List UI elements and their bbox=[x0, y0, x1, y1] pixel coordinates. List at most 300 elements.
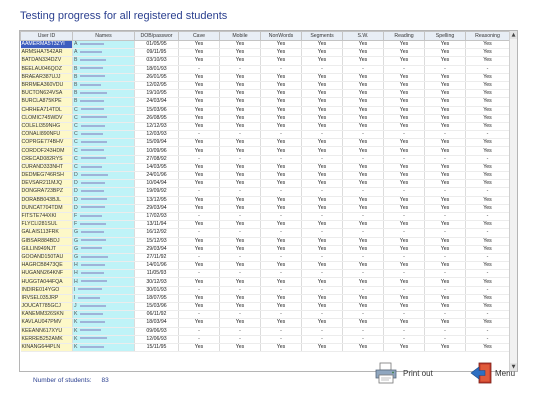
name-cell bbox=[73, 49, 135, 57]
test-status-cell: Yes bbox=[466, 343, 510, 351]
test-status-cell: Yes bbox=[425, 303, 466, 311]
redacted-name bbox=[80, 321, 105, 323]
user-id-cell[interactable]: CLOMIC745WDV bbox=[21, 114, 73, 122]
user-id-cell[interactable]: ARMSHA7542AR bbox=[21, 49, 73, 57]
test-status-cell: Yes bbox=[384, 196, 425, 204]
test-status-cell: Yes bbox=[179, 294, 220, 302]
test-status-cell: Yes bbox=[302, 114, 343, 122]
test-status-cell: - bbox=[343, 286, 384, 294]
table-row[interactable] bbox=[21, 65, 510, 73]
test-status-cell: Yes bbox=[261, 278, 302, 286]
scroll-down-icon[interactable]: ▼ bbox=[511, 364, 516, 370]
name-cell bbox=[73, 163, 135, 171]
test-status-cell: Yes bbox=[466, 49, 510, 57]
column-header[interactable]: Segments bbox=[302, 32, 343, 41]
user-id-cell[interactable]: CURAND333NHT bbox=[21, 163, 73, 171]
test-status-cell: Yes bbox=[302, 172, 343, 180]
test-status-cell: Yes bbox=[261, 57, 302, 65]
test-status-cell: Yes bbox=[220, 180, 261, 188]
redacted-name bbox=[81, 166, 102, 168]
test-status-cell: Yes bbox=[343, 122, 384, 130]
test-status-cell: Yes bbox=[179, 49, 220, 57]
user-id-cell[interactable]: FLYCLI281SUL bbox=[21, 221, 73, 229]
test-status-cell: Yes bbox=[343, 41, 384, 49]
test-status-cell: Yes bbox=[343, 90, 384, 98]
redacted-name bbox=[81, 247, 102, 249]
dob-cell: 19/10/95 bbox=[135, 90, 179, 98]
column-header[interactable]: NonWords bbox=[261, 32, 302, 41]
test-status-cell: Yes bbox=[425, 98, 466, 106]
user-id-cell[interactable]: DORABB043BJL bbox=[21, 196, 73, 204]
table-row[interactable] bbox=[21, 122, 510, 130]
test-status-cell: Yes bbox=[179, 245, 220, 253]
user-id-cell[interactable]: COPRGE774BHV bbox=[21, 139, 73, 147]
name-cell bbox=[73, 311, 135, 319]
name-cell bbox=[73, 114, 135, 122]
test-status-cell: - bbox=[384, 311, 425, 319]
name-cell bbox=[73, 180, 135, 188]
test-status-cell: - bbox=[425, 65, 466, 73]
table-row[interactable] bbox=[21, 188, 510, 196]
table-row[interactable] bbox=[21, 106, 510, 114]
test-status-cell: Yes bbox=[261, 122, 302, 130]
test-status-cell: Yes bbox=[384, 49, 425, 57]
table-row[interactable] bbox=[21, 180, 510, 188]
user-id-cell[interactable]: HUGANN264KNF bbox=[21, 270, 73, 278]
name-cell bbox=[73, 131, 135, 139]
test-status-cell: Yes bbox=[261, 98, 302, 106]
table-row[interactable] bbox=[21, 262, 510, 270]
test-status-cell: - bbox=[179, 155, 220, 163]
test-status-cell: Yes bbox=[425, 319, 466, 327]
test-status-cell: Yes bbox=[261, 41, 302, 49]
user-id-cell[interactable]: BEELAU046QOZ bbox=[21, 65, 73, 73]
test-status-cell: Yes bbox=[343, 221, 384, 229]
test-status-cell: Yes bbox=[343, 278, 384, 286]
test-status-cell: Yes bbox=[220, 139, 261, 147]
column-header[interactable]: Names bbox=[73, 32, 135, 41]
redacted-name bbox=[81, 174, 108, 176]
test-status-cell: Yes bbox=[425, 172, 466, 180]
user-id-cell[interactable]: GILLIN949NJT bbox=[21, 245, 73, 253]
table-row[interactable] bbox=[21, 237, 510, 245]
test-status-cell: - bbox=[261, 155, 302, 163]
scroll-up-icon[interactable]: ▲ bbox=[511, 32, 516, 38]
test-status-cell: - bbox=[302, 286, 343, 294]
test-status-cell: - bbox=[302, 327, 343, 335]
test-status-cell: Yes bbox=[302, 147, 343, 155]
redacted-name bbox=[81, 190, 104, 192]
table-row[interactable] bbox=[21, 270, 510, 278]
table-row[interactable] bbox=[21, 335, 510, 343]
redacted-name bbox=[81, 264, 105, 266]
user-id-cell[interactable]: DEDMEG746RSH bbox=[21, 172, 73, 180]
user-id-cell[interactable]: COLELI359NHG bbox=[21, 122, 73, 130]
test-status-cell: Yes bbox=[302, 139, 343, 147]
table-row[interactable] bbox=[21, 163, 510, 171]
test-status-cell: Yes bbox=[179, 180, 220, 188]
test-status-cell: Yes bbox=[425, 139, 466, 147]
test-status-cell: - bbox=[425, 253, 466, 261]
test-status-cell: Yes bbox=[466, 237, 510, 245]
test-status-cell: Yes bbox=[425, 106, 466, 114]
table-row[interactable] bbox=[21, 196, 510, 204]
test-status-cell: Yes bbox=[261, 73, 302, 81]
table-row[interactable] bbox=[21, 147, 510, 155]
test-status-cell: - bbox=[343, 335, 384, 343]
name-initial: K bbox=[74, 311, 78, 318]
name-initial: K bbox=[74, 335, 78, 342]
dob-cell: 03/10/93 bbox=[135, 57, 179, 65]
dob-cell: 10/04/94 bbox=[135, 180, 179, 188]
name-initial: A bbox=[74, 41, 78, 48]
test-status-cell: - bbox=[466, 311, 510, 319]
column-header[interactable]: S.W. bbox=[343, 32, 384, 41]
name-initial: B bbox=[74, 73, 78, 80]
test-status-cell: Yes bbox=[425, 114, 466, 122]
test-status-cell: Yes bbox=[302, 163, 343, 171]
user-id-cell[interactable]: HAGRCB8473QE bbox=[21, 262, 73, 270]
test-status-cell: - bbox=[425, 155, 466, 163]
table-row[interactable] bbox=[21, 212, 510, 220]
test-status-cell: Yes bbox=[425, 122, 466, 130]
name-cell bbox=[73, 319, 135, 327]
dob-cell: 24/03/94 bbox=[135, 98, 179, 106]
test-status-cell: Yes bbox=[384, 245, 425, 253]
table-row[interactable] bbox=[21, 311, 510, 319]
name-cell bbox=[73, 286, 135, 294]
table-row[interactable] bbox=[21, 204, 510, 212]
user-id-cell[interactable]: CHRHEA714TDL bbox=[21, 106, 73, 114]
name-initial: A bbox=[74, 49, 78, 56]
name-initial: C bbox=[74, 114, 78, 121]
table-row[interactable] bbox=[21, 114, 510, 122]
test-status-cell: Yes bbox=[179, 114, 220, 122]
user-id-cell[interactable]: CORDOF243HDM bbox=[21, 147, 73, 155]
table-row[interactable] bbox=[21, 131, 510, 139]
test-status-cell: Yes bbox=[466, 90, 510, 98]
redacted-name bbox=[80, 313, 103, 315]
test-status-cell: - bbox=[466, 335, 510, 343]
redacted-name bbox=[81, 239, 106, 241]
menu-button[interactable] bbox=[470, 360, 526, 386]
table-row[interactable] bbox=[21, 155, 510, 163]
name-cell bbox=[73, 41, 135, 49]
user-id-cell[interactable]: DEVSAR211MJQ bbox=[21, 180, 73, 188]
user-id-cell[interactable]: KINANG644PLN bbox=[21, 343, 73, 351]
test-status-cell: Yes bbox=[466, 98, 510, 106]
name-cell bbox=[73, 147, 135, 155]
user-id-cell[interactable]: GALAIS113FRK bbox=[21, 229, 73, 237]
table-row[interactable] bbox=[21, 73, 510, 81]
user-id-cell[interactable]: KAVLAU047PMV bbox=[21, 319, 73, 327]
user-id-cell[interactable]: INDIRE014YGO bbox=[21, 286, 73, 294]
name-initial: D bbox=[74, 188, 78, 195]
test-status-cell: - bbox=[466, 65, 510, 73]
test-status-cell: - bbox=[220, 335, 261, 343]
test-status-cell: Yes bbox=[179, 237, 220, 245]
test-status-cell: - bbox=[179, 65, 220, 73]
name-initial: K bbox=[74, 344, 78, 351]
test-status-cell: Yes bbox=[425, 90, 466, 98]
test-status-cell: Yes bbox=[302, 343, 343, 351]
test-status-cell: Yes bbox=[425, 262, 466, 270]
test-status-cell: Yes bbox=[179, 98, 220, 106]
test-status-cell: Yes bbox=[466, 196, 510, 204]
test-status-cell: Yes bbox=[261, 114, 302, 122]
user-id-cell[interactable]: GIBSAR884BDJ bbox=[21, 237, 73, 245]
test-status-cell: Yes bbox=[220, 90, 261, 98]
test-status-cell: Yes bbox=[261, 196, 302, 204]
test-status-cell: - bbox=[220, 229, 261, 237]
test-status-cell: Yes bbox=[302, 262, 343, 270]
test-status-cell: Yes bbox=[220, 262, 261, 270]
user-id-cell[interactable]: GOOAND150TAU bbox=[21, 253, 73, 261]
test-status-cell: - bbox=[466, 253, 510, 261]
print-out-button[interactable] bbox=[374, 360, 450, 386]
students-table bbox=[20, 31, 510, 352]
test-status-cell: Yes bbox=[179, 106, 220, 114]
name-cell bbox=[73, 73, 135, 81]
test-status-cell: Yes bbox=[384, 57, 425, 65]
test-status-cell: Yes bbox=[466, 81, 510, 89]
user-id-cell[interactable]: KANEMM326SKN bbox=[21, 311, 73, 319]
test-status-cell: Yes bbox=[425, 343, 466, 351]
test-status-cell: Yes bbox=[179, 147, 220, 155]
test-status-cell: Yes bbox=[384, 90, 425, 98]
test-status-cell: - bbox=[425, 131, 466, 139]
redacted-name bbox=[81, 108, 104, 110]
name-cell bbox=[73, 139, 135, 147]
test-status-cell: Yes bbox=[179, 90, 220, 98]
user-id-cell[interactable]: DONGRA723BPZ bbox=[21, 188, 73, 196]
column-header[interactable]: Reasoning bbox=[466, 32, 510, 41]
redacted-name bbox=[80, 43, 104, 45]
name-cell bbox=[73, 172, 135, 180]
table-row[interactable] bbox=[21, 286, 510, 294]
user-id-cell[interactable]: BRAEAR387UJJ bbox=[21, 73, 73, 81]
redacted-name bbox=[80, 92, 107, 94]
test-status-cell: Yes bbox=[466, 245, 510, 253]
name-initial: C bbox=[74, 122, 78, 129]
test-status-cell: - bbox=[220, 155, 261, 163]
name-initial: G bbox=[74, 237, 79, 244]
user-id-cell[interactable]: BUCTON624VSA bbox=[21, 90, 73, 98]
dob-cell: 18/01/93 bbox=[135, 65, 179, 73]
test-status-cell: - bbox=[425, 270, 466, 278]
printer-icon bbox=[374, 362, 398, 384]
test-status-cell: Yes bbox=[425, 221, 466, 229]
column-header[interactable]: Spelling bbox=[425, 32, 466, 41]
test-status-cell: - bbox=[384, 212, 425, 220]
table-row[interactable] bbox=[21, 139, 510, 147]
table-row[interactable] bbox=[21, 245, 510, 253]
test-status-cell: - bbox=[220, 270, 261, 278]
user-id-cell[interactable]: HUGGTA044FQA bbox=[21, 278, 73, 286]
table-row[interactable] bbox=[21, 49, 510, 57]
test-status-cell: - bbox=[179, 212, 220, 220]
column-header[interactable]: Reading bbox=[384, 32, 425, 41]
name-initial: I bbox=[74, 286, 76, 293]
test-status-cell: Yes bbox=[302, 303, 343, 311]
table-row[interactable] bbox=[21, 81, 510, 89]
test-status-cell: Yes bbox=[179, 163, 220, 171]
test-status-cell: Yes bbox=[179, 303, 220, 311]
test-status-cell: - bbox=[302, 311, 343, 319]
test-status-cell: Yes bbox=[466, 122, 510, 130]
students-table-container[interactable] bbox=[19, 30, 518, 372]
redacted-name bbox=[80, 51, 102, 53]
name-cell bbox=[73, 262, 135, 270]
table-row[interactable] bbox=[21, 294, 510, 302]
test-status-cell: Yes bbox=[179, 73, 220, 81]
name-cell bbox=[73, 278, 135, 286]
test-status-cell: Yes bbox=[220, 172, 261, 180]
table-row[interactable] bbox=[21, 41, 510, 49]
test-status-cell: Yes bbox=[425, 237, 466, 245]
dob-cell: 14/03/95 bbox=[135, 163, 179, 171]
user-id-cell[interactable]: JOUCAT785GCJ bbox=[21, 303, 73, 311]
table-row[interactable] bbox=[21, 343, 510, 351]
dob-cell: 13/12/95 bbox=[135, 196, 179, 204]
redacted-name bbox=[80, 329, 101, 331]
test-status-cell: Yes bbox=[302, 196, 343, 204]
redacted-name bbox=[80, 215, 102, 217]
test-status-cell: - bbox=[425, 311, 466, 319]
test-status-cell: - bbox=[302, 188, 343, 196]
dob-cell: 29/03/94 bbox=[135, 204, 179, 212]
table-row[interactable] bbox=[21, 98, 510, 106]
test-status-cell: Yes bbox=[425, 245, 466, 253]
user-id-cell[interactable]: IRVSEL035JRP bbox=[21, 294, 73, 302]
table-row[interactable] bbox=[21, 303, 510, 311]
page-title: Testing progress for all registered students bbox=[20, 10, 228, 22]
user-id-cell[interactable]: BATDAN334DZV bbox=[21, 57, 73, 65]
dob-cell: 15/11/95 bbox=[135, 343, 179, 351]
table-row[interactable] bbox=[21, 319, 510, 327]
test-status-cell: Yes bbox=[302, 90, 343, 98]
table-row[interactable] bbox=[21, 327, 510, 335]
name-cell bbox=[73, 204, 135, 212]
table-row[interactable] bbox=[21, 229, 510, 237]
user-id-cell[interactable]: AAMERMA5T3ZYI bbox=[21, 41, 73, 49]
test-status-cell: - bbox=[179, 286, 220, 294]
test-status-cell: Yes bbox=[384, 278, 425, 286]
name-initial: B bbox=[74, 90, 78, 97]
dob-cell: 17/02/93 bbox=[135, 212, 179, 220]
test-status-cell: Yes bbox=[302, 41, 343, 49]
test-status-cell: Yes bbox=[384, 122, 425, 130]
test-status-cell: - bbox=[302, 65, 343, 73]
user-id-cell[interactable]: DUNCAT704TDM bbox=[21, 204, 73, 212]
column-header[interactable]: Mobile bbox=[220, 32, 261, 41]
user-id-cell[interactable]: BURCLA875KPE bbox=[21, 98, 73, 106]
test-status-cell: Yes bbox=[220, 41, 261, 49]
menu-exit-icon bbox=[470, 362, 492, 384]
test-status-cell: - bbox=[466, 155, 510, 163]
table-row[interactable] bbox=[21, 253, 510, 261]
test-status-cell: - bbox=[302, 155, 343, 163]
test-status-cell: Yes bbox=[179, 204, 220, 212]
table-row[interactable] bbox=[21, 90, 510, 98]
redacted-name bbox=[81, 256, 108, 258]
test-status-cell: Yes bbox=[302, 278, 343, 286]
test-status-cell: Yes bbox=[343, 196, 384, 204]
test-status-cell: - bbox=[179, 327, 220, 335]
test-status-cell: Yes bbox=[261, 303, 302, 311]
redacted-name bbox=[81, 116, 107, 118]
user-id-cell[interactable]: CRECAD082RYS bbox=[21, 155, 73, 163]
test-status-cell: Yes bbox=[425, 147, 466, 155]
redacted-name bbox=[81, 157, 106, 159]
test-status-cell: Yes bbox=[179, 221, 220, 229]
user-id-cell[interactable]: KEEANN617XYU bbox=[21, 327, 73, 335]
test-status-cell: Yes bbox=[261, 262, 302, 270]
table-row[interactable] bbox=[21, 221, 510, 229]
user-id-cell[interactable]: CONALI890NFU bbox=[21, 131, 73, 139]
table-row[interactable] bbox=[21, 57, 510, 65]
test-status-cell: Yes bbox=[425, 73, 466, 81]
test-status-cell: Yes bbox=[302, 81, 343, 89]
name-cell bbox=[73, 122, 135, 130]
name-initial: G bbox=[74, 229, 79, 236]
test-status-cell: Yes bbox=[343, 245, 384, 253]
test-status-cell: Yes bbox=[261, 163, 302, 171]
user-id-cell[interactable]: BRRMEA360VDU bbox=[21, 81, 73, 89]
test-status-cell: Yes bbox=[179, 319, 220, 327]
name-initial: F bbox=[74, 221, 78, 228]
test-status-cell: - bbox=[302, 335, 343, 343]
test-status-cell: Yes bbox=[425, 204, 466, 212]
column-header[interactable]: Cave bbox=[179, 32, 220, 41]
redacted-name bbox=[81, 280, 107, 282]
test-status-cell: Yes bbox=[261, 221, 302, 229]
dob-cell: 06/11/92 bbox=[135, 311, 179, 319]
column-header[interactable]: User ID bbox=[21, 32, 73, 41]
test-status-cell: - bbox=[220, 253, 261, 261]
test-status-cell: Yes bbox=[384, 147, 425, 155]
user-id-cell[interactable]: KERREB252AMK bbox=[21, 335, 73, 343]
test-status-cell: Yes bbox=[343, 81, 384, 89]
table-row[interactable] bbox=[21, 278, 510, 286]
name-initial: K bbox=[74, 319, 78, 326]
name-initial: D bbox=[74, 204, 78, 211]
test-status-cell: Yes bbox=[220, 221, 261, 229]
test-status-cell: - bbox=[261, 65, 302, 73]
user-id-cell[interactable]: FITSTE744XKI bbox=[21, 212, 73, 220]
test-status-cell: Yes bbox=[220, 343, 261, 351]
test-status-cell: - bbox=[343, 327, 384, 335]
name-cell bbox=[73, 294, 135, 302]
vertical-scrollbar[interactable] bbox=[509, 31, 517, 371]
name-cell bbox=[73, 106, 135, 114]
test-status-cell: - bbox=[466, 327, 510, 335]
test-status-cell: - bbox=[220, 131, 261, 139]
column-header[interactable]: DOB/passwor bbox=[135, 32, 179, 41]
name-initial: J bbox=[74, 303, 77, 310]
test-status-cell: - bbox=[220, 65, 261, 73]
test-status-cell: Yes bbox=[302, 294, 343, 302]
test-status-cell: Yes bbox=[343, 319, 384, 327]
table-row[interactable] bbox=[21, 172, 510, 180]
test-status-cell: Yes bbox=[466, 303, 510, 311]
name-initial: B bbox=[74, 57, 78, 64]
test-status-cell: Yes bbox=[425, 163, 466, 171]
test-status-cell: Yes bbox=[343, 114, 384, 122]
test-status-cell: - bbox=[220, 212, 261, 220]
test-status-cell: - bbox=[425, 327, 466, 335]
dob-cell: 27/08/92 bbox=[135, 155, 179, 163]
